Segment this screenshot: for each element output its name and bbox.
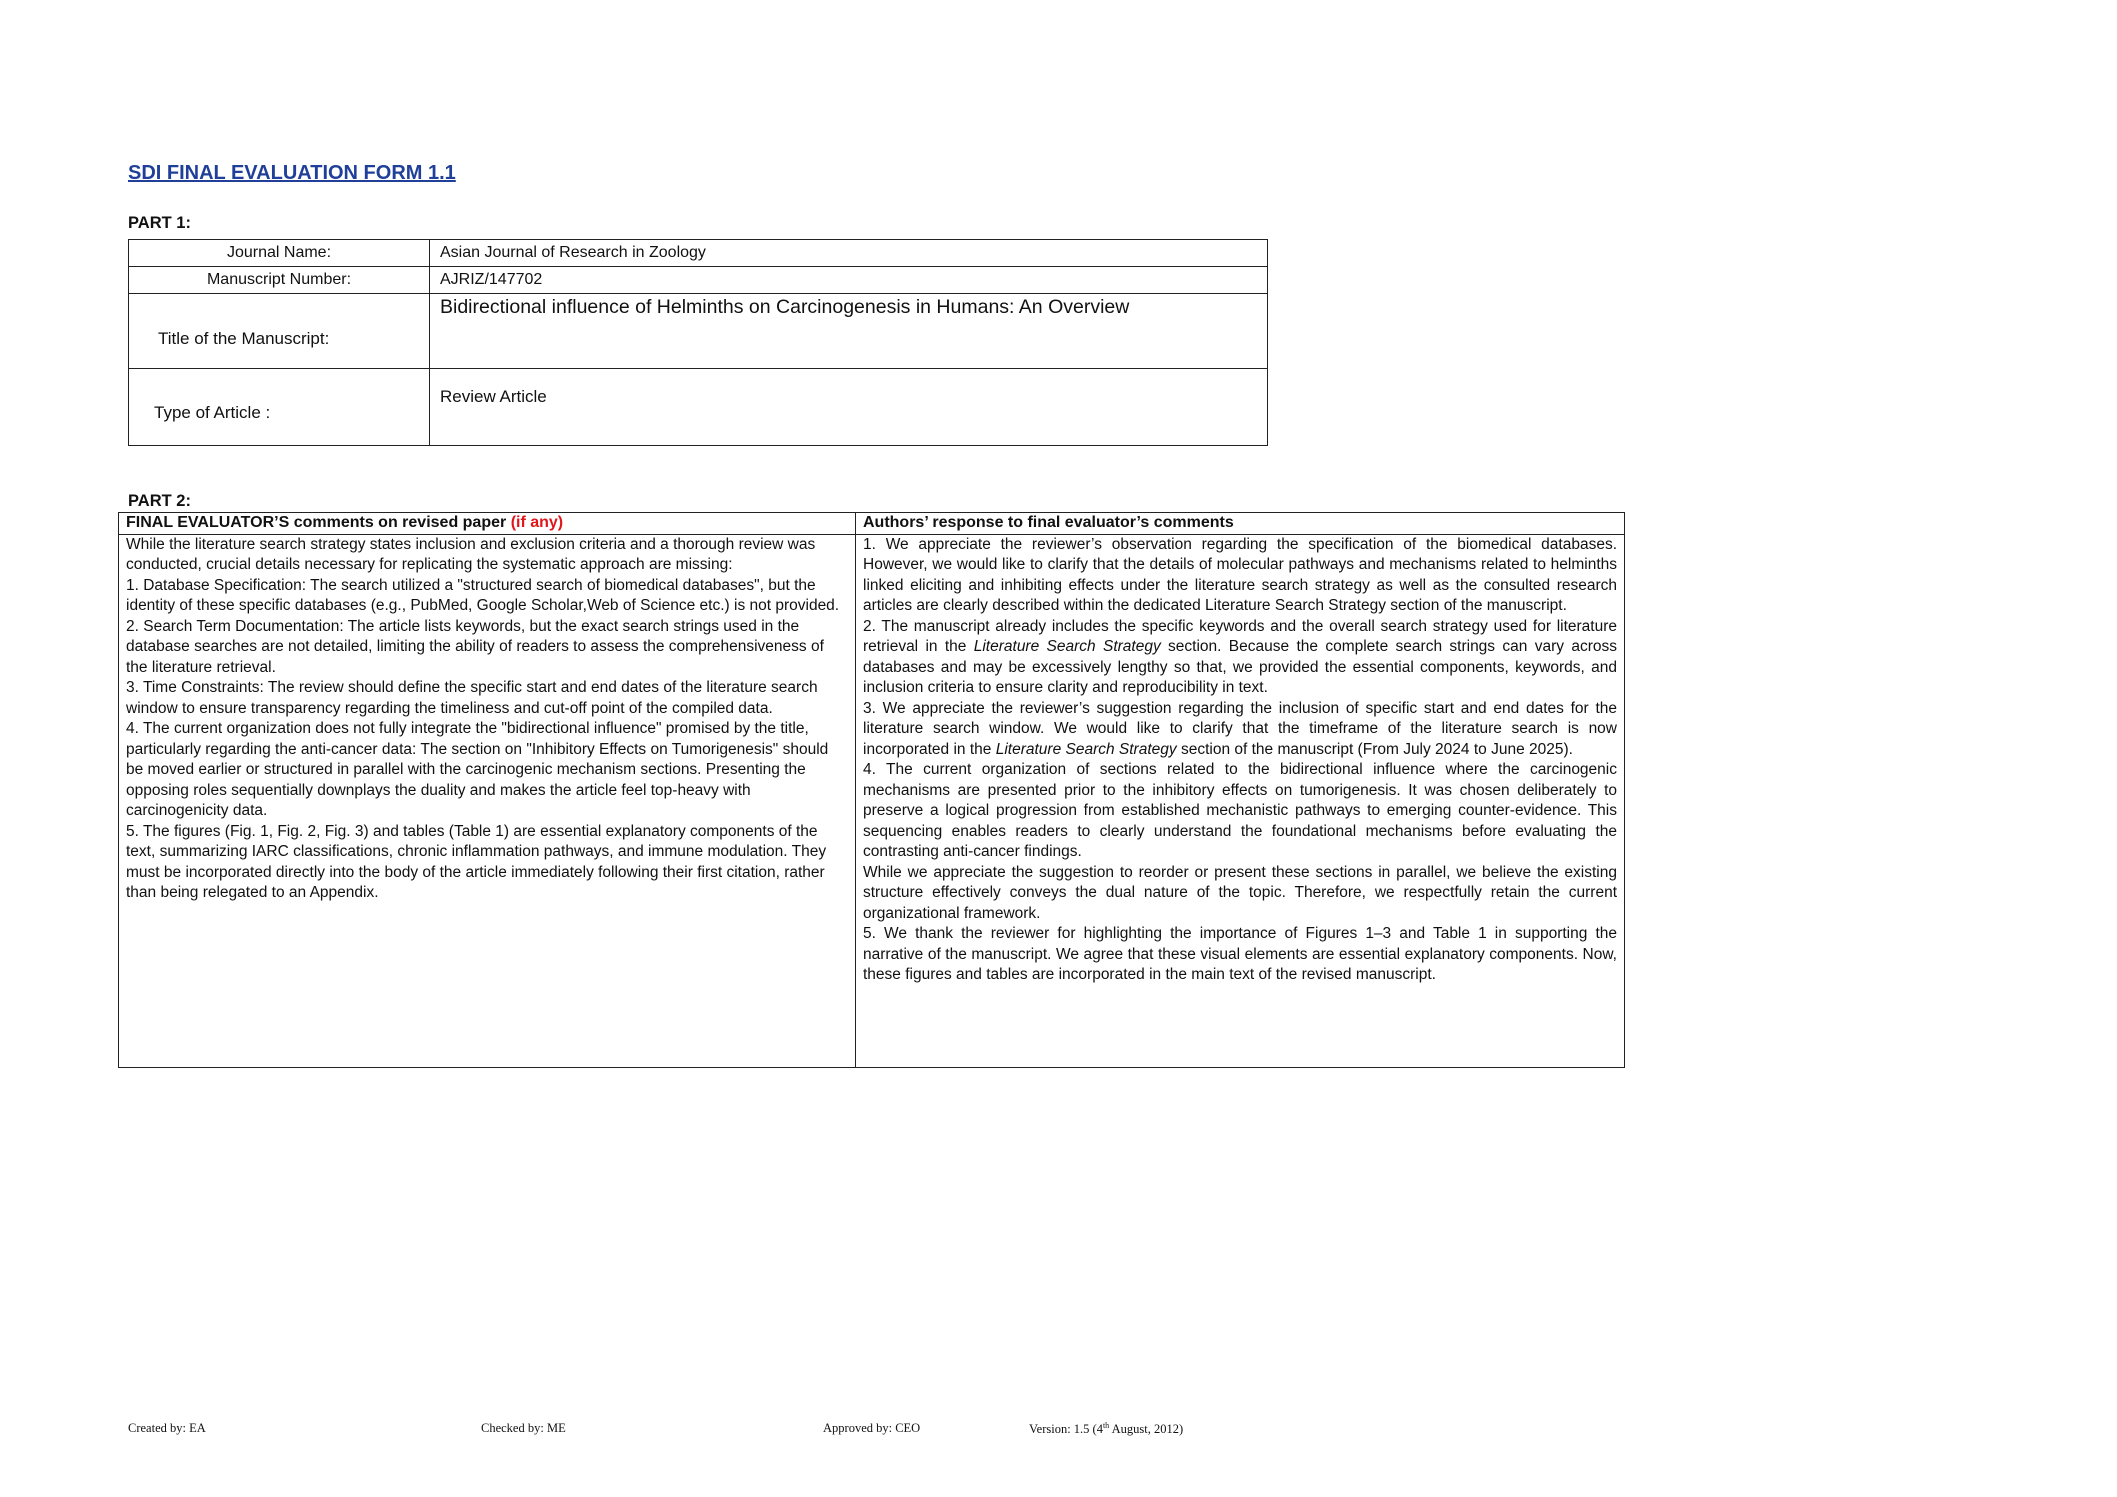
evaluator-comment-2: 2. Search Term Documentation: The article lists keywords, but the exact search strings used in the database searches are not detailed, limiting the ability of readers to assess the comprehensiveness of the literature retrieval.	[126, 617, 824, 676]
evaluator-comment-5: 5. The figures (Fig. 1, Fig. 2, Fig. 3) and tables (Table 1) are essential explanatory components of the text, summarizing IARC classifications, chronic inflammation pathways, and immune modulation. They must be incorporated directly into the body of the article immediately following their first citation, rather than being relegated to an Appendix.	[126, 822, 827, 901]
form-title: SDI FINAL EVALUATION FORM 1.1	[128, 162, 456, 184]
footer-approved-by: Approved by: CEO	[823, 1421, 921, 1435]
footer-version	[1029, 1421, 1183, 1437]
author-response-3	[863, 699, 1617, 761]
if-any-note: (if any)	[510, 514, 564, 531]
manuscript-number-label: Manuscript Number:	[129, 267, 430, 294]
article-type-label: Type of Article :	[129, 369, 430, 446]
author-response-2	[863, 617, 1617, 699]
version-prefix: Version: 1.5 (4	[1029, 1422, 1103, 1437]
footer-checked-by: Checked by: ME	[481, 1421, 566, 1435]
author-response-1: 1. We appreciate the reviewer’s observation regarding the specification of the biomedical databases. However, we would like to clarify that the details of molecular pathways and mechanisms related to helminths linked eliciting and inhibiting effects under the literature search strategy as well as the consulted research articles are clearly described within the dedicated Literature Search Strategy section of the manuscript.	[863, 535, 1617, 614]
author-response-3-text-b: section of the manuscript (From July 2024 to June 2025).	[1176, 740, 1573, 758]
manuscript-info-table	[128, 239, 1268, 446]
manuscript-title-row	[129, 294, 1268, 369]
journal-name-label: Journal Name:	[129, 240, 430, 267]
evaluator-comment-intro: While the literature search strategy states inclusion and exclusion criteria and a thorough review was conducted, crucial details necessary for replicating the systematic approach are missing:	[126, 535, 816, 573]
manuscript-number-value: AJRIZ/147702	[430, 267, 1268, 294]
evaluator-comment-4: 4. The current organization does not fully integrate the "bidirectional influence" promised by the title, particularly regarding the anti-cancer data: The section on "Inhibitory Effects on Tumorigenesis" should be moved earlier or structured in parallel with the carcinogenic mechanism sections. Presenting the opposing roles sequentially downplays the duality and makes the article feel top-heavy with carcinogenicity data.	[126, 720, 829, 819]
author-response-5: 5. We thank the reviewer for highlighting the importance of Figures 1–3 and Table 1 in supporting the narrative of the manuscript. We agree that these visual elements are essential explanatory components. Now, these figures and tables are incorporated in the main text of the revised manuscript.	[863, 925, 1617, 983]
evaluation-header-row	[119, 513, 1625, 535]
article-type-value: Review Article	[430, 369, 1268, 446]
author-response-2-text-b: section. Because the complete search strings can vary across databases and may be excessively lengthy so that, we provided the essential components, keywords, and inclusion criteria to ensure clarity and reproducibility in text.	[863, 638, 1617, 696]
author-response-2-text-a: 2. The manuscript already includes the specific keywords and the overall search strategy used for literature retrieval in the	[863, 617, 1617, 655]
journal-name-row	[129, 240, 1268, 267]
part2-label: PART 2:	[128, 492, 191, 510]
journal-name-value: Asian Journal of Research in Zoology	[430, 240, 1268, 267]
author-response-4: 4. The current organization of sections related to the bidirectional influence where the carcinogenic mechanisms are presented prior to the inhibitory effects on tumorigenesis. It was chosen deliberately to preserve a logical progression from established mechanistic pathways to emerging counter-evidence. This sequencing enables readers to clearly understand the foundational mechanisms before evaluating the contrasting anti-cancer findings.	[863, 761, 1617, 860]
manuscript-title-value: Bidirectional influence of Helminths on Carcinogenesis in Humans: An Overview	[430, 294, 1268, 369]
author-response-4b: While we appreciate the suggestion to reorder or present these sections in parallel, we believe the existing structure effectively conveys the dual nature of the topic. Therefore, we respectfully retain the current organizational framework.	[863, 863, 1617, 922]
author-responses-cell	[856, 534, 1625, 1067]
author-response-3-text-a: 3. We appreciate the reviewer’s suggestion regarding the inclusion of specific start and end dates for the literature search window. We would like to clarify that the timeframe of the literature search is now incorporated in the	[863, 699, 1617, 758]
evaluator-comments-cell	[119, 534, 856, 1067]
manuscript-number-row	[129, 267, 1268, 294]
author-response-2-italic: Literature Search Strategy	[973, 638, 1161, 655]
author-response-header: Authors’ response to final evaluator’s comments	[856, 513, 1625, 535]
manuscript-title-label: Title of the Manuscript:	[129, 294, 430, 369]
footer-created-by: Created by: EA	[128, 1421, 206, 1435]
version-sup: th	[1102, 1421, 1110, 1430]
evaluator-header-text: FINAL EVALUATOR’S comments on revised paper	[126, 514, 507, 531]
author-response-3-italic: Literature Search Strategy	[995, 740, 1177, 758]
evaluator-comment-1: 1. Database Specification: The search utilized a "structured search of biomedical databases", but the identity of these specific databases (e.g., PubMed, Google Scholar,Web of Science etc.) is not provided.	[126, 576, 840, 614]
version-suffix: August, 2012)	[1109, 1422, 1184, 1437]
evaluator-comment-3: 3. Time Constraints: The review should define the specific start and end dates of the literature search window to ensure transparency regarding the timeliness and cut-off point of the compiled data.	[126, 679, 818, 717]
evaluation-content-row	[119, 534, 1625, 1067]
article-type-row	[129, 369, 1268, 446]
evaluator-comments-header	[119, 513, 856, 535]
part1-label: PART 1:	[128, 214, 191, 232]
evaluation-table	[118, 512, 1625, 1068]
